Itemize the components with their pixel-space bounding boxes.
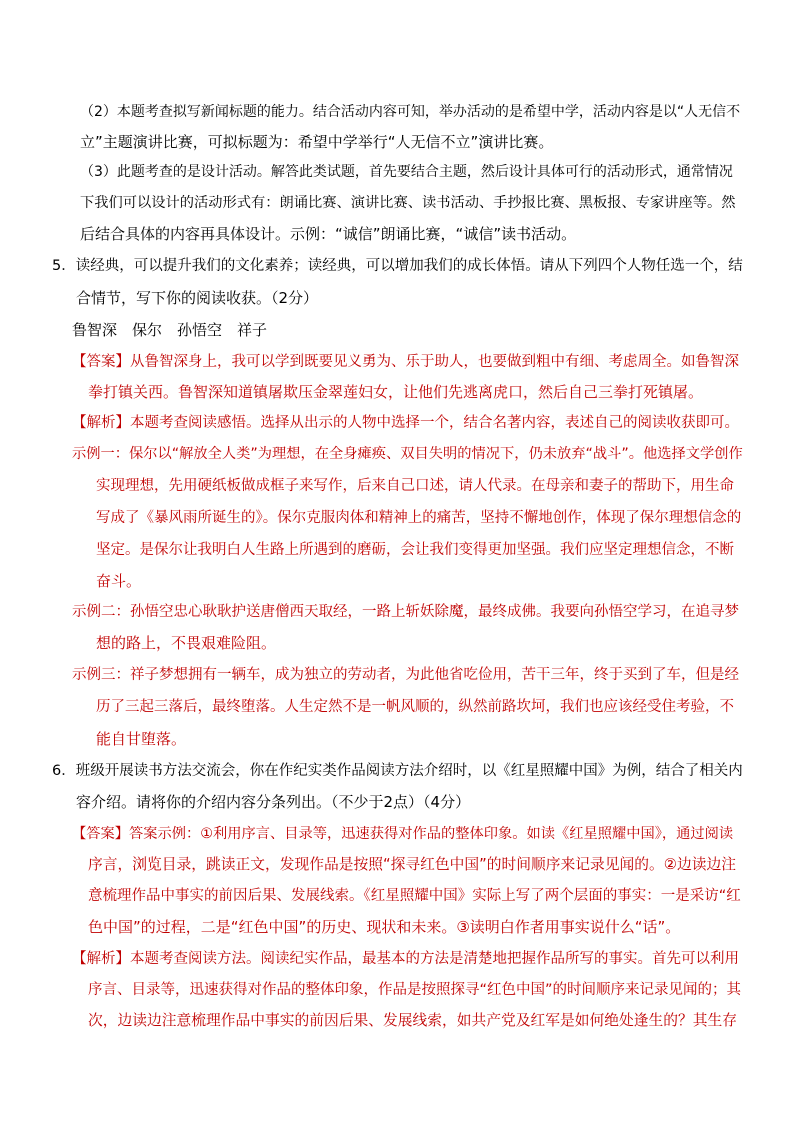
- example-1-line-1: 示例一：保尔以“解放全人类”为理想，在全身瘫痪、双目失明的情况下，仍未放弃“战斗”。他选择文学创作: [72, 446, 743, 462]
- question-6-answer-line-1: [72, 824, 733, 844]
- question-6-answer-line-4: 色中国”的过程，二是“红色中国”的历史、现状和未来。③读明白作者用事实说什么“话”。: [88, 918, 681, 936]
- question-5-answer-line-1: [72, 352, 739, 372]
- question-6-answer-line-2: 序言，浏览目录，跳读正文，发现作品是按照“探寻红色中国”的时间顺序来记录见闻的。②边读边注: [88, 856, 737, 873]
- example-3-line-3: 能自甘堕落。: [96, 730, 187, 748]
- part2-line-1: （2）本题考查拟写新闻标题的能力。结合活动内容可知，举办活动的是希望中学，活动内容是以“人无信不: [80, 104, 741, 120]
- question-6-line-1: 6．班级开展读书方法交流会，你在作纪实类作品阅读方法介绍时，以《红星照耀中国》为例，结合了相关内: [52, 763, 743, 779]
- analysis-text: 本题考查阅读感悟。选择从出示的人物中选择一个，结合名著内容，表述自己的阅读收获即可。: [130, 415, 739, 431]
- question-6-analysis-line-2: 序言、目录等，迅速获得对作品的整体印象，作品是按照探寻“红色中国”的时间顺序来记录见闻的；其: [88, 982, 742, 998]
- part2-line-2: 立”主题演讲比赛，可拟标题为：希望中学举行“人无信不立”演讲比赛。: [80, 133, 554, 151]
- question-5-line-2: 合情节，写下你的阅读收获。（2分）: [76, 289, 319, 307]
- example-1-line-2: 实现理想，先用硬纸板做成框子来写作，后来自己口述，请人代录。在母亲和妻子的帮助下，用生命: [96, 478, 734, 494]
- answer-tag: 【答案】: [72, 826, 130, 842]
- answer-tag: 【答案】: [72, 354, 130, 370]
- answer-text: 答案示例：①利用序言、目录等，迅速获得对作品的整体印象。如读《红星照耀中国》，通过阅读: [129, 826, 734, 842]
- analysis-tag: 【解析】: [72, 415, 130, 431]
- question-5-line-1: 5．读经典，可以提升我们的文化素养；读经典，可以增加我们的成长体悟。请从下列四个人物任选一个，结: [52, 258, 743, 274]
- example-2-line-1: 示例二：孙悟空忠心耿耿护送唐僧西天取经，一路上斩妖除魔，最终成佛。我要向孙悟空学习，在追寻梦: [72, 604, 739, 620]
- question-6-analysis-line-3: 次，边读边注意梳理作品中事实的前因后果、发展线索，如共产党及红军是如何绝处逢生的？其生存: [88, 1012, 737, 1029]
- part3-line-1: （3）此题考查的是设计活动。解答此类试题，首先要结合主题，然后设计具体可行的活动形式，通常情况: [80, 164, 733, 180]
- example-2-line-2: 想的路上，不畏艰难险阻。: [96, 634, 277, 652]
- question-6-line-2: 容介绍。请将你的介绍内容分条列出。（不少于2点）（4分）: [76, 793, 471, 811]
- example-1-line-5: 奋斗。: [96, 572, 142, 590]
- question-6-analysis-line-1: [72, 949, 739, 969]
- example-1-line-3: 写成了《暴风雨所诞生的》。保尔克服肉体和精神上的痛苦，坚持不懈地创作，体现了保尔理想信念的: [96, 510, 742, 526]
- question-5-analysis-line-1: [72, 413, 739, 433]
- question-5-answer-line-2: 拳打镇关西。鲁智深知道镇屠欺压金翠莲妇女，让他们先逃离虎口，然后自己三拳打死镇屠。: [88, 383, 704, 401]
- example-3-line-2: 历了三起三落后，最终堕落。人生定然不是一帆风顺的，纵然前路坎坷，我们也应该经受住考验，不: [96, 699, 734, 715]
- example-1-line-4: 坚定。是保尔让我明白人生路上所遇到的磨砺，会让我们变得更加坚强。我们应坚定理想信念，不断: [96, 542, 734, 558]
- analysis-tag: 【解析】: [72, 951, 130, 967]
- part3-line-2: 下我们可以设计的活动形式有：朗诵比赛、演讲比赛、读书活动、手抄报比赛、黑板报、专家讲座等。然: [80, 195, 736, 211]
- analysis-text: 本题考查阅读方法。阅读纪实作品，最基本的方法是清楚地把握作品所写的事实。首先可以利用: [130, 951, 739, 967]
- question-5-options: 鲁智深 保尔 孙悟空 祥子: [72, 321, 268, 339]
- answer-text: 从鲁智深身上，我可以学到既要见义勇为、乐于助人，也要做到粗中有细、考虑周全。如鲁智深: [130, 354, 739, 370]
- part3-line-3: 后结合具体的内容再具体设计。示例：“诚信”朗诵比赛，“诚信”读书活动。: [80, 225, 577, 243]
- question-6-answer-line-3: 意梳理作品中事实的前因后果、发展线索。《红星照耀中国》实际上写了两个层面的事实：一是采访“红: [88, 888, 741, 904]
- example-3-line-1: 示例三：祥子梦想拥有一辆车，成为独立的劳动者，为此他省吃俭用，苦干三年，终于买到了车，但是经: [72, 667, 739, 683]
